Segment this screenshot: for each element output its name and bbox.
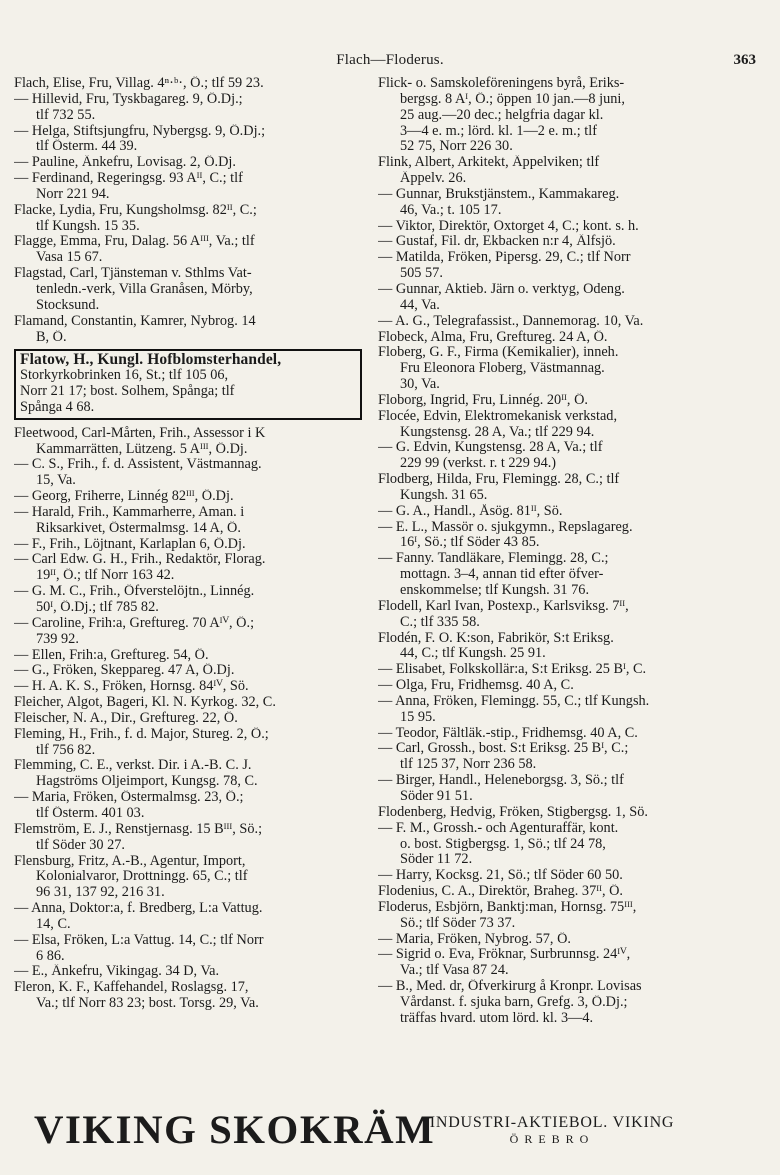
- footer-company: INDUSTRI-AKTIEBOL. VIKING: [429, 1114, 675, 1131]
- directory-entry-continuation: 50ᴵ, Ö.Dj.; tlf 785 82.: [36, 600, 159, 615]
- directory-entry-continuation: bergsg. 8 Aᴵ, Ö.; öppen 10 jan.—8 juni,: [400, 91, 625, 107]
- directory-entry: — G. Edvin, Kungstensg. 28 A, Va.; tlf: [378, 440, 603, 456]
- directory-entry-continuation: 14, C.: [36, 916, 71, 932]
- directory-entry: Flagge, Emma, Fru, Dalag. 56 Aᴵᴵᴵ, Va.; tlf: [14, 234, 255, 250]
- advert-line: Norr 21 17; bost. Solhem, Spånga; tlf: [20, 384, 235, 400]
- directory-entry: — Caroline, Frih:a, Greftureg. 70 Aᴵⱽ, Ö.;: [14, 615, 255, 631]
- directory-entry-continuation: Sö.; tlf Söder 73 37.: [400, 915, 516, 931]
- directory-entry: — E., Änkefru, Vikingag. 34 D, Va.: [14, 964, 220, 980]
- directory-entry: Flamand, Constantin, Kamrer, Nybrog. 14: [14, 313, 256, 329]
- directory-entry-continuation: tenledn.-verk, Villa Granåsen, Mörby,: [36, 281, 253, 297]
- directory-entry: — Ferdinand, Regeringsg. 93 Aᴵᴵ, C.; tlf: [14, 171, 243, 187]
- directory-entry: Fleetwood, Carl-Mårten, Frih., Assessor i K: [14, 425, 266, 441]
- directory-entry: — H. A. K. S., Fröken, Hornsg. 84ᴵⱽ, Sö.: [14, 679, 249, 695]
- directory-entry-continuation: tlf Österm. 401 03.: [36, 805, 145, 821]
- directory-entry: — Gustaf, Fil. dr, Ekbacken n:r 4, Älfsjö.: [378, 234, 616, 250]
- directory-entry: Flodenberg, Hedvig, Fröken, Stigbergsg. 1, Sö.: [378, 804, 648, 820]
- directory-entry: — A. G., Telegrafassist., Dannemorag. 10, Va.: [378, 313, 644, 329]
- directory-entry-continuation: 15, Va.: [36, 473, 76, 489]
- directory-entry: Flensburg, Fritz, A.-B., Agentur, Import,: [14, 853, 246, 869]
- footer-company-block: [402, 1114, 702, 1147]
- directory-entry: Fleming, H., Frih., f. d. Major, Stureg. 2, Ö.;: [14, 726, 269, 742]
- directory-entry-continuation: 44, Va.: [400, 297, 440, 313]
- directory-entry: — Ellen, Frih:a, Greftureg. 54, Ö.: [14, 647, 209, 663]
- directory-entry-continuation: Stocksund.: [36, 297, 100, 313]
- directory-entry-continuation: Kungstensg. 28 A, Va.; tlf 229 94.: [400, 424, 595, 440]
- directory-entry: Flodell, Karl Ivan, Postexp., Karlsviksg. 7ᴵᴵ,: [378, 598, 629, 614]
- directory-entry: — G. M. C., Frih., Öfverstelöjtn., Linnég.: [14, 584, 255, 600]
- directory-entry-continuation: Fru Eleonora Floberg, Västmannag.: [400, 361, 605, 377]
- directory-entry-continuation: träffas hvard. utom lörd. kl. 3—4.: [400, 1010, 594, 1026]
- directory-entry: Flodberg, Hilda, Fru, Flemingg. 28, C.; tlf: [378, 472, 620, 488]
- directory-entry-continuation: tlf Söder 30 27.: [36, 837, 125, 853]
- right-column: [378, 76, 764, 1027]
- directory-entry-continuation: Riksarkivet, Östermalmsg. 14 A, Ö.: [36, 520, 241, 536]
- directory-entry: — Viktor, Direktör, Oxtorget 4, C.; kont. s. h.: [378, 218, 639, 234]
- directory-entry: — Harry, Kocksg. 21, Sö.; tlf Söder 60 50.: [378, 868, 623, 884]
- directory-entry: — F., Frih., Löjtnant, Karlaplan 6, Ö.Dj.: [14, 536, 246, 552]
- directory-entry: Flemström, E. J., Renstjernasg. 15 Bᴵᴵᴵ, Sö.;: [14, 821, 263, 837]
- directory-entry-continuation: tlf 756 82.: [36, 742, 96, 758]
- directory-entry: — Gunnar, Aktieb. Järn o. verktyg, Odeng.: [378, 281, 625, 297]
- directory-entry-continuation: tlf Österm. 44 39.: [36, 139, 138, 155]
- directory-entry: — Matilda, Fröken, Pipersg. 29, C.; tlf Norr: [378, 250, 631, 266]
- directory-entry: — Sigrid o. Eva, Fröknar, Surbrunnsg. 24ᴵⱽ,: [378, 947, 631, 963]
- footer-city: ÖREBRO: [509, 1132, 595, 1146]
- directory-entry-continuation: 15 95.: [400, 709, 436, 725]
- directory-entry: — Pauline, Änkefru, Lovisag. 2, Ö.Dj.: [14, 155, 236, 171]
- directory-entry-continuation: 229 99 (verkst. r. t 229 94.): [400, 456, 557, 472]
- directory-entry: Fleischer, N. A., Dir., Greftureg. 22, Ö.: [14, 710, 238, 726]
- directory-entry-continuation: Kammarrätten, Lützeng. 5 Aᴵᴵᴵ, Ö.Dj.: [36, 441, 248, 457]
- directory-entry-continuation: Va.; tlf Norr 83 23; bost. Torsg. 29, Va.: [36, 996, 259, 1012]
- directory-entry: — Hillevid, Fru, Tyskbagareg. 9, Ö.Dj.;: [14, 91, 243, 107]
- advert-line: Spånga 4 68.: [20, 399, 95, 415]
- directory-entry: — G. A., Handl., Åsög. 81ᴵᴵ, Sö.: [378, 503, 563, 519]
- directory-entry: — Elisabet, Folkskollär:a, S:t Eriksg. 25 Bᴵ, C.: [378, 662, 647, 678]
- right-entries: [378, 76, 764, 1027]
- directory-entry: — Elsa, Fröken, L:a Vattug. 14, C.; tlf Norr: [14, 932, 264, 948]
- directory-entry: — Maria, Fröken, Östermalmsg. 23, Ö.;: [14, 790, 244, 806]
- directory-entry: — Harald, Frih., Kammarherre, Aman. i: [14, 504, 245, 520]
- directory-entry: Flobeck, Alma, Fru, Greftureg. 24 A, Ö.: [378, 329, 608, 345]
- directory-entry-continuation: Kungsh. 31 65.: [400, 487, 488, 503]
- directory-entry: — Teodor, Fältläk.-stip., Fridhemsg. 40 A, C.: [378, 725, 638, 741]
- directory-entry: — Carl Edw. G. H., Frih., Redaktör, Florag.: [14, 552, 266, 568]
- directory-entry: Flach, Elise, Fru, Villag. 4ⁿ·ᵇ·, Ö.; tlf 59 23.: [14, 76, 264, 91]
- directory-entry-continuation: Söder 11 72.: [400, 852, 473, 868]
- directory-entry-continuation: 96 31, 137 92, 216 31.: [36, 885, 165, 901]
- directory-entry-continuation: o. bost. Stigbergsg. 1, Sö.; tlf 24 78,: [400, 836, 606, 852]
- directory-entry: — Birger, Handl., Heleneborgsg. 3, Sö.; tlf: [378, 773, 624, 789]
- directory-entry: — G., Fröken, Skeppareg. 47 A, Ö.Dj.: [14, 663, 235, 679]
- directory-entry-continuation: 16ᴵ, Sö.; tlf Söder 43 85.: [400, 535, 540, 551]
- directory-entry-continuation: B, Ö.: [36, 329, 67, 345]
- directory-entry: Fleicher, Algot, Bageri, Kl. N. Kyrkog. 32, C.: [14, 695, 276, 711]
- directory-entry-continuation: enskommelse; tlf Kungsh. 31 76.: [400, 583, 590, 598]
- advert-name-line: Flatow, H., Kungl. Hofblomsterhandel,: [20, 352, 282, 369]
- directory-entry: Flagstad, Carl, Tjänsteman v. Sthlms Vat-: [14, 266, 252, 282]
- directory-entry-continuation: Äppelv. 26.: [400, 171, 467, 187]
- directory-entry: — Gunnar, Brukstjänstem., Kammakareg.: [378, 186, 620, 202]
- directory-entry: Floderus, Esbjörn, Banktj:man, Hornsg. 75ᴵᴵᴵ,: [378, 899, 637, 915]
- directory-entry: Fleron, K. F., Kaffehandel, Roslagsg. 17,: [14, 980, 249, 996]
- directory-entry-continuation: 44, C.; tlf Kungsh. 25 91.: [400, 646, 546, 662]
- page-number: 363: [733, 52, 756, 68]
- directory-entry: — Georg, Friherre, Linnég 82ᴵᴵᴵ, Ö.Dj.: [14, 489, 234, 505]
- left-entries-bottom: [14, 426, 372, 1012]
- directory-entry-continuation: tlf Kungsh. 15 35.: [36, 218, 140, 234]
- directory-entry-continuation: 505 57.: [400, 266, 443, 282]
- directory-entry: Flick- o. Samskoleföreningens byrå, Eriks-: [378, 76, 625, 91]
- directory-entry-continuation: 46, Va.; t. 105 17.: [400, 202, 502, 218]
- page-header: [0, 52, 780, 74]
- directory-entry: — Olga, Fru, Fridhemsg. 40 A, C.: [378, 678, 574, 694]
- directory-entry: Flodén, F. O. K:son, Fabrikör, S:t Eriksg.: [378, 630, 614, 646]
- flatow-advert-box: [14, 349, 362, 419]
- advert-line: Storkyrkobrinken 16, St.; tlf 105 06,: [20, 368, 229, 384]
- left-column: [14, 76, 372, 1012]
- directory-entry-continuation: 3—4 e. m.; lörd. kl. 1—2 e. m.; tlf: [400, 123, 597, 139]
- directory-entry-continuation: Vasa 15 67.: [36, 250, 103, 266]
- directory-entry: — Anna, Fröken, Flemingg. 55, C.; tlf Kungsh.: [378, 693, 650, 709]
- directory-entry-continuation: 25 aug.—20 dec.; helgfria dagar kl.: [400, 107, 604, 123]
- directory-entry: Flacke, Lydia, Fru, Kungsholmsg. 82ᴵᴵ, C.;: [14, 202, 257, 218]
- directory-entry-continuation: mottagn. 3–4, annan tid efter öfver-: [400, 567, 604, 583]
- directory-entry: — C. S., Frih., f. d. Assistent, Västmannag.: [14, 457, 262, 473]
- directory-entry: — Fanny. Tandläkare, Flemingg. 28, C.;: [378, 551, 609, 567]
- directory-entry-continuation: Norr 221 94.: [36, 186, 110, 202]
- directory-entry-continuation: 739 92.: [36, 631, 79, 647]
- directory-entry: Floborg, Ingrid, Fru, Linnég. 20ᴵᴵ, Ö.: [378, 392, 588, 408]
- directory-entry: Floberg, G. F., Firma (Kemikalier), inneh.: [378, 345, 619, 361]
- directory-entry-continuation: C.; tlf 335 58.: [400, 614, 480, 630]
- directory-entry: — Carl, Grossh., bost. S:t Eriksg. 25 Bᴵ, C.;: [378, 741, 629, 757]
- directory-entry-continuation: Söder 91 51.: [400, 788, 473, 804]
- directory-entry: Flemming, C. E., verkst. Dir. i A.-B. C. J.: [14, 758, 252, 774]
- directory-entry: Flodenius, C. A., Direktör, Braheg. 37ᴵᴵ, Ö.: [378, 884, 623, 900]
- directory-entry: — F. M., Grossh.- och Agenturaffär, kont.: [378, 820, 619, 836]
- footer-advertisement: [14, 1100, 774, 1160]
- directory-entry-continuation: 6 86.: [36, 948, 65, 964]
- left-entries-top: [14, 76, 372, 345]
- directory-entry: — Anna, Doktor:a, f. Bredberg, L:a Vattug.: [14, 901, 263, 917]
- directory-entry: — Maria, Fröken, Nybrog. 57, Ö.: [378, 931, 571, 947]
- directory-entry-continuation: 30, Va.: [400, 377, 440, 393]
- directory-entry: — Helga, Stiftsjungfru, Nybergsg. 9, Ö.Dj.;: [14, 123, 266, 139]
- directory-entry: — B., Med. dr, Öfverkirurg å Kronpr. Lovisas: [378, 979, 642, 995]
- directory-entry-continuation: tlf 732 55.: [36, 107, 96, 123]
- directory-entry: Flocée, Edvin, Elektromekanisk verkstad,: [378, 408, 618, 424]
- directory-entry-continuation: Vårdanst. f. sjuka barn, Grefg. 3, Ö.Dj.;: [400, 994, 628, 1010]
- directory-entry: Flink, Albert, Arkitekt, Äppelviken; tlf: [378, 155, 600, 171]
- directory-entry-continuation: Va.; tlf Vasa 87 24.: [400, 963, 509, 979]
- footer-brand: VIKING SKOKRÄM: [34, 1107, 436, 1152]
- directory-entry-continuation: 19ᴵᴵ, Ö.; tlf Norr 163 42.: [36, 568, 175, 584]
- directory-entry-continuation: 52 75, Norr 226 30.: [400, 139, 513, 155]
- directory-entry-continuation: Hagströms Oljeimport, Kungsg. 78, C.: [36, 774, 258, 790]
- directory-entry-continuation: Kolonialvaror, Drottningg. 65, C.; tlf: [36, 869, 248, 885]
- running-title: Flach—Floderus.: [336, 52, 444, 68]
- directory-entry: — E. L., Massör o. sjukgymn., Repslagareg.: [378, 519, 633, 535]
- directory-entry-continuation: tlf 125 37, Norr 236 58.: [400, 757, 537, 773]
